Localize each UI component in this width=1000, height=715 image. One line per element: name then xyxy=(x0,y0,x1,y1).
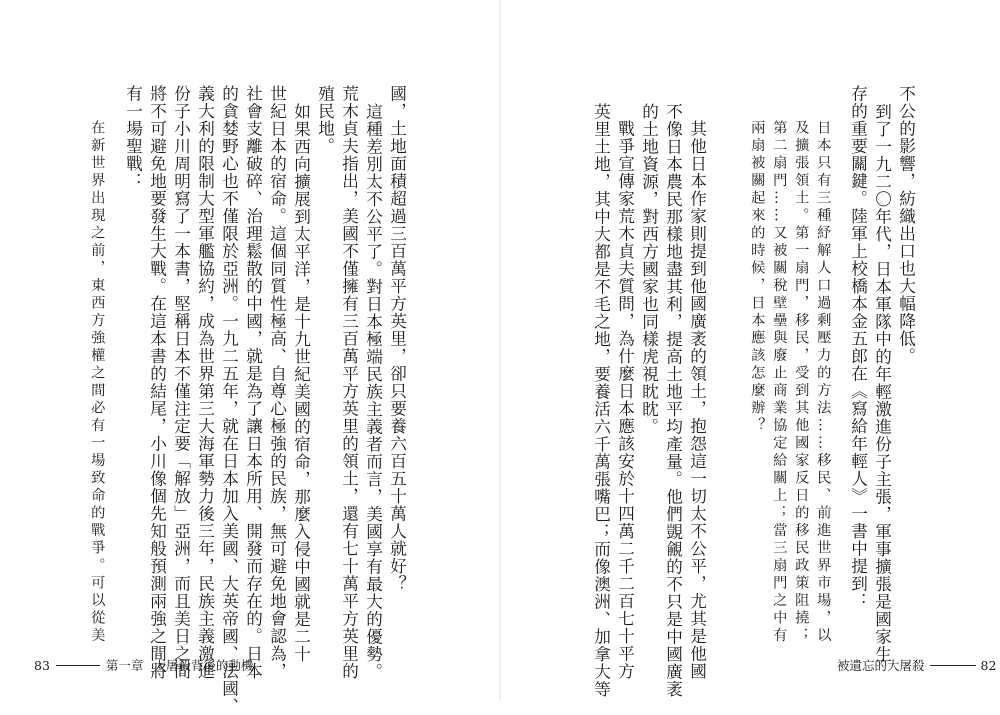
body-column: 到了一九二〇年代，日本軍隊中的年輕激進份子主張，軍事擴張是國家生 xyxy=(872,103,892,663)
body-column: 戰爭宣傳家荒木貞夫質問，為什麼日本應該安於十四萬二千二百七十平方 xyxy=(615,120,635,680)
body-column: 這種差別太不公平了。對日本極端民族主義者而言，美國享有最大的優勢。 xyxy=(363,103,383,681)
body-column: 的土地資源，對西方國家也同樣虎視眈眈。 xyxy=(639,103,659,436)
running-title: 大屠殺背後的動機 xyxy=(153,658,254,673)
left-page-footer xyxy=(34,656,253,674)
body-column: 殖民地。 xyxy=(315,85,335,155)
body-column: 英里土地，其中大都是不毛之地，要養活六千萬張嘴巴；而像澳洲、加拿大等 xyxy=(591,103,611,698)
block-quote-column: 兩扇被關起來的時候，日本應該怎麼辦？ xyxy=(749,120,766,435)
footer-rule xyxy=(930,665,976,666)
running-title: 被遺忘的大屠殺 xyxy=(837,658,925,673)
block-quote-column: 在新世界出現之前，東西方強權之間必有一場致命的戰爭。可以從美 xyxy=(89,120,106,645)
chapter-label: 第一章 xyxy=(105,658,144,673)
block-quote-column: 日本只有三種紓解人口過剩壓力的方法……移民、前進世界市場，以 xyxy=(815,120,832,645)
book-gutter xyxy=(499,0,501,701)
body-column: 如果西向擴展到太平洋，是十九世紀美國的宿命，那麼入侵中國就是二十 xyxy=(291,103,311,663)
body-column: 國，土地面積超過三百萬平方英里，卻只要養六百五十萬人就好？ xyxy=(387,85,407,593)
body-column: 份子小川周明寫了一本書，堅稱日本不僅注定要「解放」亞洲，而且美日之間 xyxy=(171,85,191,680)
block-quote-column: 及擴張領土。第一扇門，移民，受到其他國家反日的移民政策阻撓； xyxy=(793,120,810,645)
body-column: 將不可避免地要發生大戰。在這本書的結尾，小川像個先知般預測兩強之間將 xyxy=(147,85,167,680)
footer-rule xyxy=(56,665,100,666)
block-quote-column: 第二扇門……又被關稅壁壘與廢止商業協定給關上；當三扇門之中有 xyxy=(771,120,788,645)
right-page xyxy=(500,0,1000,701)
body-column: 義大利的限制大型軍艦協約，成為世界第三大海軍勢力後三年，民族主義激進 xyxy=(195,85,215,680)
body-column: 世紀日本的宿命。這個同質性極高、自尊心極強的民族，無可避免地會認為， xyxy=(267,85,287,680)
body-column: 存的重要關鍵。陸軍上校橋本金五郎在《寫給年輕人》一書中提到： xyxy=(848,85,868,610)
body-column: 有一場聖戰： xyxy=(123,85,143,190)
body-column: 社會支離破碎、治理鬆散的中國，就是為了讓日本所用、開發而存在的。日本 xyxy=(243,85,263,680)
page-number: 83 xyxy=(34,657,50,673)
body-column: 其他日本作家則提到他國廣袤的領土，抱怨這一切太不公平，尤其是他國 xyxy=(687,120,707,680)
body-column: 不像日本農民那樣地盡其利，提高土地平均產量。他們覬覦的不只是中國廣袤 xyxy=(663,103,683,698)
right-page-footer xyxy=(837,656,996,674)
body-column: 的貪婪野心也不僅限於亞洲。一九二五年，就在日本加入美國、大英帝國、法國、 xyxy=(219,85,239,715)
body-column: 荒木貞夫指出，美國不僅擁有三百萬平方英里的領土，還有七十萬平方英里的 xyxy=(339,85,359,680)
page-number: 82 xyxy=(980,657,997,673)
body-column: 不公的影響，紡織出口也大幅降低。 xyxy=(896,85,916,365)
